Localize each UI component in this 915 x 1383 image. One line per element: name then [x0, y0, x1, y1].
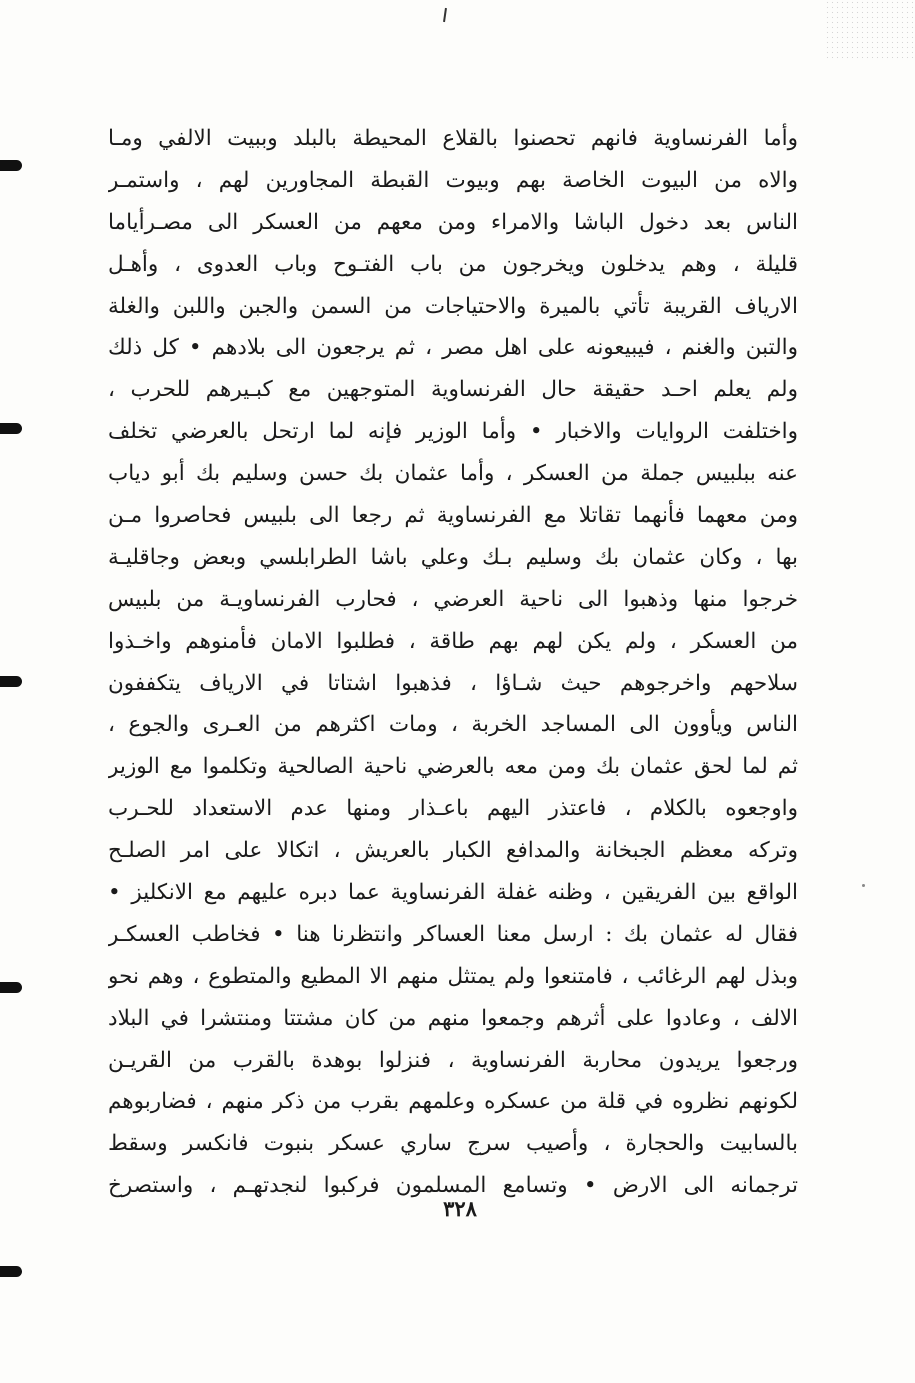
text-line: فقال له عثمان بك : ارسل معنا العساكر وانتظرنا هنا • فخاطب العسكـر	[108, 921, 798, 947]
binding-hole-mark	[0, 160, 22, 171]
text-line: ترجمانه الى الارض • وتسامع المسلمون فركبوا لنجدتهـم ، واستصرخ	[108, 1173, 798, 1199]
binding-hole-mark	[0, 676, 22, 687]
text-line: لكونهم نظروه في قلة من عسكره وعلمهم بقرب من ذكر منهم ، فضاربوهم	[108, 1089, 798, 1115]
text-line: قليلة ، وهم يدخلون ويخرجون من باب الفتـوح وباب العدوى ، وأهـل	[108, 251, 798, 277]
scan-noise	[825, 0, 915, 60]
text-line: بالسابيت والحجارة ، وأصيب سرج ساري عسكر بنبوت فانكسر وسقط	[108, 1131, 798, 1157]
text-line: الواقع بين الفريقين ، وظنه غفلة الفرنساوية عما دبره عليهم مع الانكليز •	[108, 880, 798, 906]
text-line: واوجعوه بالكلام ، فاعتذر اليهم باعـذار ومنها عدم الاستعداد للحـرب	[108, 796, 798, 822]
text-line: ومن معهما فأنهما تقاتلا مع الفرنساوية ثم رجعا الى بلبيس فحاصروا مـن	[108, 503, 798, 529]
binding-hole-mark	[0, 423, 22, 434]
text-line: والاه من البيوت الخاصة بهم وبيوت القبطة المجاورين لهم ، واستمـر	[108, 167, 798, 193]
page-number: ٣٢٨	[443, 1196, 477, 1221]
text-line: ولم يعلم احـد حقيقة حال الفرنساوية المتوجهين مع كبـيرهم للحرب ،	[108, 377, 798, 403]
text-line: الناس ويأوون الى المساجد الخربة ، ومات اكثرهم من العـرى والجوع ،	[108, 712, 798, 738]
text-line: بها ، وكان عثمان بك وسليم بـك وعلي باشا الطرابلسي وبعض وجاقليـة	[108, 544, 798, 570]
text-line: ثم لما لحق عثمان بك ومن معه بالعرضي ناحية الصالحية وتكلموا مع الوزير	[108, 754, 798, 780]
text-line: من العسكر ، ولم يكن لهم بهم طاقة ، فطلبوا الامان فأمنوهم واخـذوا	[108, 628, 798, 654]
binding-hole-mark	[0, 982, 22, 993]
text-line: الناس بعد دخول الباشا والامراء ومن معهم من العسكر الى مصـرأياما	[108, 209, 798, 235]
text-line: وبذل لهم الرغائب ، فامتنعوا ولم يمتثل منهم الا المطيع والمتطوع ، وهم نحو	[108, 963, 798, 989]
text-line: وأما الفرنساوية فانهم تحصنوا بالقلاع المحيطة بالبلد وببيت الالفي ومـا	[108, 126, 798, 151]
text-line: خرجوا منها وذهبوا الى ناحية العرضي ، فحارب الفرنساويـة من بلبيس	[108, 586, 798, 612]
text-line: عنه ببلبيس جملة من العسكر ، وأما عثمان بك حسن وسليم بك أبو دياب	[108, 461, 798, 487]
binding-hole-mark	[0, 1266, 22, 1277]
text-line: الالف ، وعادوا على أثرهم وجمعوا منهم من كان مشتتا ومنتشرا في البلاد	[108, 1005, 798, 1031]
text-line: والتبن والغنم ، فيبيعونه على اهل مصر ، ثم يرجعون الى بلادهم • كل ذلك	[108, 335, 798, 361]
text-line: ورجعوا يريدون محاربة الفرنساوية ، فنزلوا بوهدة بالقرب من القريـن	[108, 1047, 798, 1073]
scan-speck	[862, 884, 865, 887]
text-line: سلاحهم واخرجوهم حيث شـاؤا ، فذهبوا اشتاتا في الارياف يتكففون	[108, 670, 798, 696]
text-line: واختلفت الروايات والاخبار • وأما الوزير فإنه لما ارتحل بالعرضي تخلف	[108, 419, 798, 445]
body-text	[108, 118, 798, 1207]
scan-mark	[443, 8, 447, 22]
text-line: الارياف القريبة تأتي بالميرة والاحتياجات من السمن والجبن واللبن والغلة	[108, 293, 798, 319]
text-line: وتركه معظم الجبخانة والمدافع الكبار بالعريش ، اتكالا على امر الصلـح	[108, 838, 798, 864]
